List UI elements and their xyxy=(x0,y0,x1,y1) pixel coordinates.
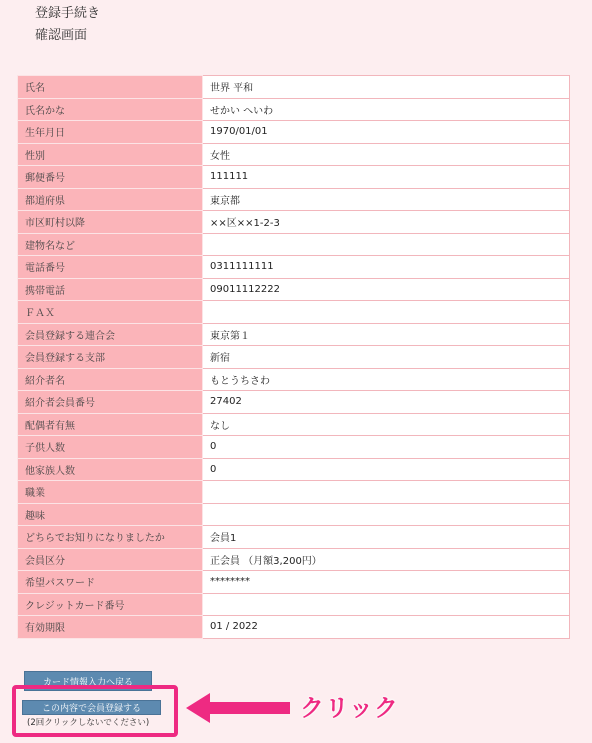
table-row xyxy=(18,503,570,526)
table-row xyxy=(18,256,570,279)
row-value xyxy=(203,481,570,504)
row-label: ＦＡＸ xyxy=(18,301,203,324)
row-label: 配偶者有無 xyxy=(18,413,203,436)
table-row xyxy=(18,121,570,144)
row-label: 建物名など xyxy=(18,233,203,256)
row-value: 0311111111 xyxy=(203,256,570,279)
row-value: 1970/01/01 xyxy=(203,121,570,144)
row-label: 他家族人数 xyxy=(18,458,203,481)
row-label: 郵便番号 xyxy=(18,166,203,189)
table-row xyxy=(18,278,570,301)
table-row xyxy=(18,391,570,414)
row-value xyxy=(203,301,570,324)
row-label: 電話番号 xyxy=(18,256,203,279)
table-row xyxy=(18,458,570,481)
row-value: 東京都 xyxy=(203,188,570,211)
row-value: もとうちさわ xyxy=(203,368,570,391)
row-value xyxy=(203,503,570,526)
table-row xyxy=(18,526,570,549)
page-subtitle: 確認画面 xyxy=(35,28,88,43)
table-row xyxy=(18,368,570,391)
row-value: せかい へいわ xyxy=(203,98,570,121)
row-value: ××区××1-2-3 xyxy=(203,211,570,234)
register-button[interactable]: この内容で会員登録する xyxy=(22,700,161,715)
row-label: どちらでお知りになりましたか xyxy=(18,526,203,549)
row-label: 趣味 xyxy=(18,503,203,526)
row-value: 111111 xyxy=(203,166,570,189)
row-value: 27402 xyxy=(203,391,570,414)
row-value: なし xyxy=(203,413,570,436)
row-value: 01 / 2022 xyxy=(203,616,570,639)
row-value xyxy=(203,593,570,616)
arrow-left-icon xyxy=(184,690,294,726)
table-row xyxy=(18,481,570,504)
table-row xyxy=(18,346,570,369)
table-row xyxy=(18,616,570,639)
row-value: 正会員 （月額3,200円） xyxy=(203,548,570,571)
table-row xyxy=(18,76,570,99)
table-row xyxy=(18,413,570,436)
confirmation-table xyxy=(17,75,570,639)
row-label: 職業 xyxy=(18,481,203,504)
page-title: 登録手続き xyxy=(35,6,101,21)
row-label: 会員登録する支部 xyxy=(18,346,203,369)
row-value: 09011112222 xyxy=(203,278,570,301)
table-row xyxy=(18,593,570,616)
row-label: 生年月日 xyxy=(18,121,203,144)
row-label: 性別 xyxy=(18,143,203,166)
row-label: 紹介者会員番号 xyxy=(18,391,203,414)
row-value: 女性 xyxy=(203,143,570,166)
table-row xyxy=(18,211,570,234)
row-value: 世界 平和 xyxy=(203,76,570,99)
row-label: 子供人数 xyxy=(18,436,203,459)
row-label: 有効期限 xyxy=(18,616,203,639)
row-label: 氏名かな xyxy=(18,98,203,121)
row-value: 新宿 xyxy=(203,346,570,369)
table-row xyxy=(18,323,570,346)
row-label: 会員区分 xyxy=(18,548,203,571)
table-row xyxy=(18,143,570,166)
table-row xyxy=(18,548,570,571)
table-row xyxy=(18,571,570,594)
row-label: 希望パスワード xyxy=(18,571,203,594)
row-value: ******** xyxy=(203,571,570,594)
table-row xyxy=(18,166,570,189)
table-row xyxy=(18,301,570,324)
row-label: 氏名 xyxy=(18,76,203,99)
click-annotation: クリック xyxy=(300,694,400,722)
row-label: クレジットカード番号 xyxy=(18,593,203,616)
row-value: 0 xyxy=(203,436,570,459)
row-label: 都道府県 xyxy=(18,188,203,211)
register-note: (2回クリックしないでください) xyxy=(27,718,150,728)
table-row xyxy=(18,233,570,256)
row-label: 市区町村以降 xyxy=(18,211,203,234)
table-row xyxy=(18,98,570,121)
row-value: 東京第１ xyxy=(203,323,570,346)
row-value: 会員1 xyxy=(203,526,570,549)
row-label: 紹介者名 xyxy=(18,368,203,391)
table-row xyxy=(18,436,570,459)
back-to-card-info-button[interactable]: カード情報入力へ戻る xyxy=(24,671,152,691)
row-value: 0 xyxy=(203,458,570,481)
row-value xyxy=(203,233,570,256)
row-label: 携帯電話 xyxy=(18,278,203,301)
table-row xyxy=(18,188,570,211)
row-label: 会員登録する連合会 xyxy=(18,323,203,346)
